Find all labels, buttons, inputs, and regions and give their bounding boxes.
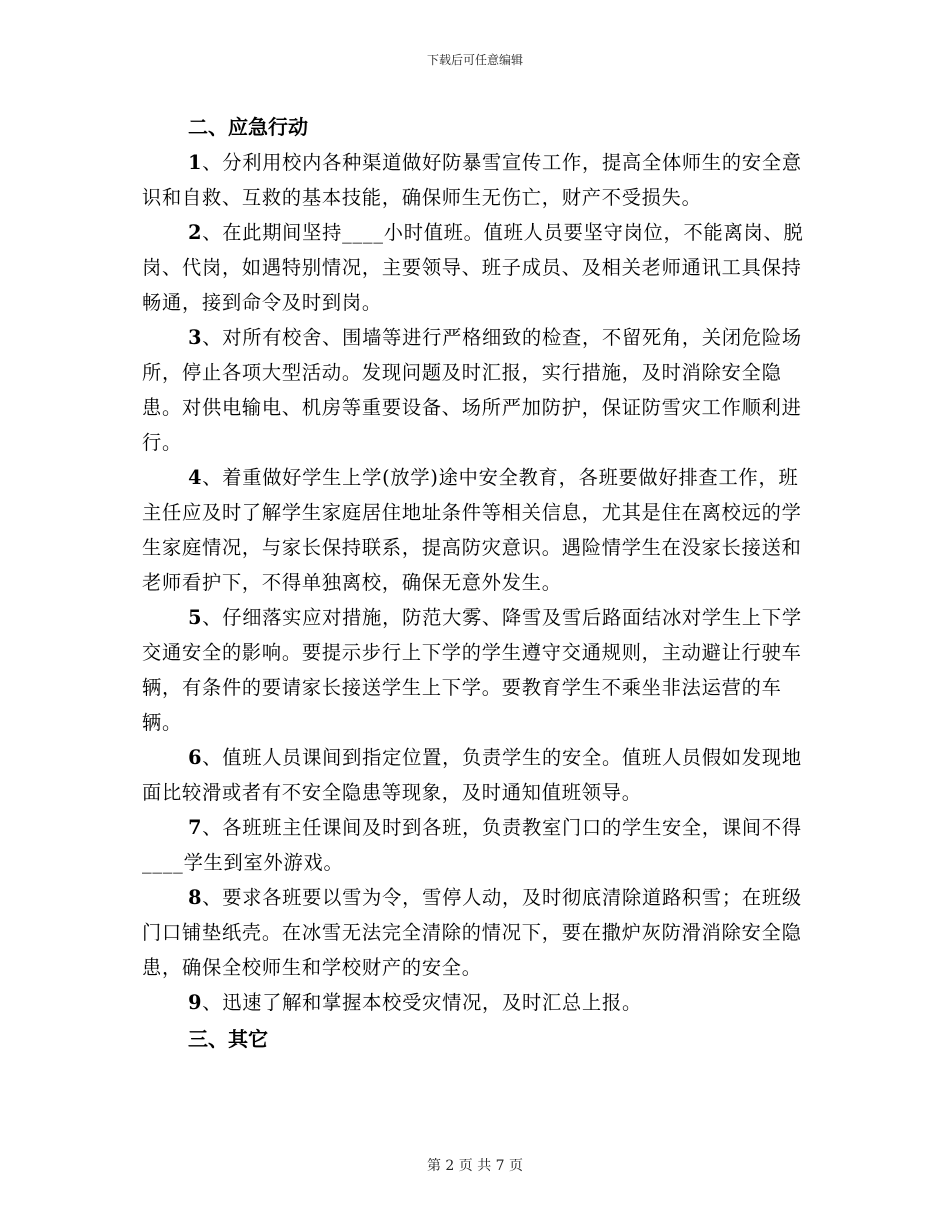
item-text: 、着重做好学生上学(放学)途中安全教育，各班要做好排查工作，班主任应及时了解学生家庭居住地址条件等相关信息，尤其是住在离校远的学生家庭情况，与家长保持联系，提高防灾意识。遇险情学生在没家长接送和老师看护下，不得单独离校，确保无意外发生。 bbox=[142, 466, 802, 594]
list-item bbox=[142, 460, 812, 600]
item-number: 7 bbox=[188, 816, 203, 839]
document-body bbox=[142, 110, 812, 1057]
item-number: 8 bbox=[188, 886, 203, 909]
list-item bbox=[142, 740, 812, 810]
item-number: 5 bbox=[188, 606, 203, 629]
item-number: 6 bbox=[188, 746, 203, 769]
item-text: 、在此期间坚持____小时值班。值班人员要坚守岗位，不能离岗、脱岗、代岗，如遇特别情况，主要领导、班子成员、及相关老师通讯工具保持畅通，接到命令及时到岗。 bbox=[142, 221, 804, 314]
item-text: 、对所有校舍、围墙等进行严格细致的检查，不留死角，关闭危险场所，停止各项大型活动。发现问题及时汇报，实行措施，及时消除安全隐患。对供电输电、机房等重要设备、场所严加防护，保证防雪灾工作顺利进行。 bbox=[142, 326, 802, 454]
list-item bbox=[142, 880, 812, 985]
page-header-note: 下载后可任意编辑 bbox=[426, 53, 523, 67]
item-number: 1 bbox=[188, 151, 203, 174]
list-item bbox=[142, 320, 812, 460]
item-number: 9 bbox=[188, 991, 203, 1014]
item-text: 、仔细落实应对措施，防范大雾、降雪及雪后路面结冰对学生上下学交通安全的影响。要提示步行上下学的学生遵守交通规则，主动避让行驶车辆，有条件的要请家长接送学生上下学。要教育学生不乘坐非法运营的车辆。 bbox=[142, 606, 802, 734]
list-item bbox=[142, 810, 812, 880]
list-item bbox=[142, 215, 812, 320]
item-number: 3 bbox=[188, 326, 203, 349]
list-item bbox=[142, 985, 812, 1020]
list-item bbox=[142, 145, 812, 215]
page-number-footer: 第 2 页 共 7 页 bbox=[426, 1158, 524, 1174]
item-number: 4 bbox=[188, 466, 203, 489]
item-number: 2 bbox=[188, 221, 203, 244]
section-heading-emergency-action: 二、应急行动 bbox=[188, 115, 308, 139]
list-item bbox=[142, 600, 812, 740]
item-text: 、各班班主任课间及时到各班，负责教室门口的学生安全，课间不得____学生到室外游戏。 bbox=[142, 816, 802, 874]
item-text: 、迅速了解和掌握本校受灾情况，及时汇总上报。 bbox=[202, 991, 642, 1014]
item-text: 、分利用校内各种渠道做好防暴雪宣传工作，提高全体师生的安全意识和自救、互救的基本技能，确保师生无伤亡，财产不受损失。 bbox=[142, 151, 802, 209]
section-heading-other: 三、其它 bbox=[188, 1027, 268, 1051]
item-text: 、值班人员课间到指定位置，负责学生的安全。值班人员假如发现地面比较滑或者有不安全隐患等现象，及时通知值班领导。 bbox=[142, 746, 802, 804]
item-text: 、要求各班要以雪为令，雪停人动，及时彻底清除道路积雪；在班级门口铺垫纸壳。在冰雪无法完全清除的情况下，要在撒炉灰防滑消除安全隐患，确保全校师生和学校财产的安全。 bbox=[142, 886, 802, 979]
